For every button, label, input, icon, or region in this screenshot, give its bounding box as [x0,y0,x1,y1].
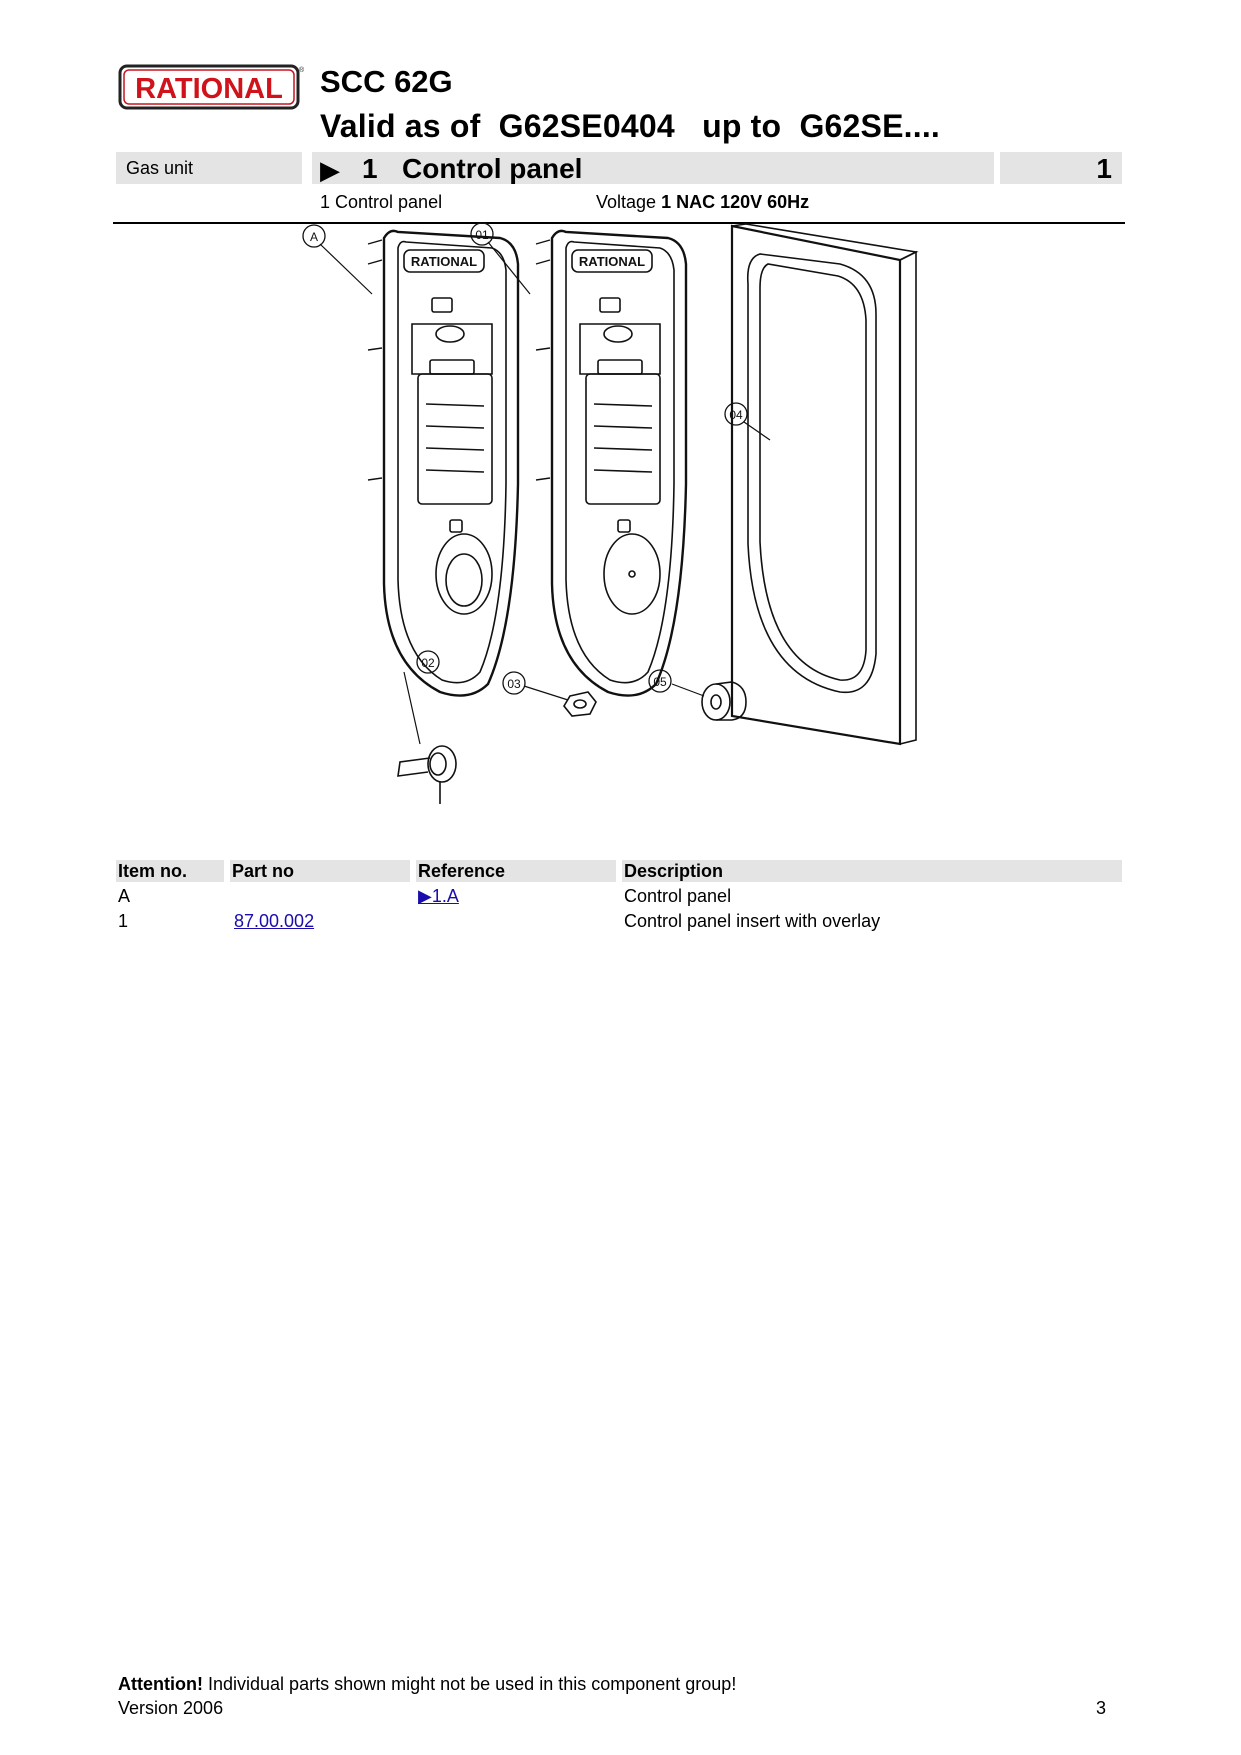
group-label: 1 Control panel [320,192,443,212]
voltage-info [596,192,809,213]
logo-wordmark: RATIONAL [135,73,283,105]
parts-drawing [309,224,920,824]
reference-link[interactable]: ▶1.A [418,886,459,906]
unit-bar [116,152,302,184]
callout-label: 04 [729,408,743,422]
svg-text:RATIONAL: RATIONAL [578,254,646,269]
part-number-link[interactable]: 87.00.002 [234,911,315,931]
callout-label: 02 [421,656,435,670]
table-row-description: Control panel [624,886,732,906]
section-bar [312,152,994,184]
attention-label: Attention! [118,1674,203,1694]
voltage-label: Voltage [596,192,657,212]
key-switch [398,746,456,804]
col-header-reference: Reference [416,860,616,882]
section-page-bar [1000,152,1122,184]
validity-range: Valid as of G62SE0404 up to G62SE.... [320,108,940,144]
attention-note [118,1674,736,1695]
svg-text:RATIONAL: RATIONAL [410,254,478,269]
col-header-part: Part no [230,860,410,882]
dial-knob-icon [436,534,492,614]
section-arrow-icon: ▶ [320,155,340,185]
section-page-ref: 1 [1096,153,1112,184]
section-title: Control panel [402,153,583,184]
version-label: Version 2006 [118,1698,224,1718]
steam-symbol-icon [436,326,464,342]
callout-label: 05 [653,675,667,689]
col-header-item: Item no. [116,860,224,882]
table-row-item: 1 [118,911,129,931]
col-header-description: Description [622,860,1122,882]
attention-text: Individual parts shown might not be used in this component group! [208,1674,737,1694]
table-row-description: Control panel insert with overlay [624,911,881,931]
callout-label: 01 [475,228,489,242]
callout-label: 03 [507,677,521,691]
spacer-ring [702,682,746,720]
hex-nut [564,692,596,716]
control-panel-assembly [368,231,518,696]
rational-logo [118,64,304,110]
model-title: SCC 62G [320,64,453,99]
panel-frame [732,224,916,744]
section-number: 1 [362,153,378,184]
table-row-item: A [118,886,131,906]
callout-label: A [309,230,319,244]
control-panel-insert [536,231,686,696]
svg-text:®: ® [299,67,305,74]
voltage-value: 1 NAC 120V 60Hz [661,192,810,212]
page-number: 3 [1096,1698,1107,1718]
unit-label: Gas unit [126,158,194,178]
